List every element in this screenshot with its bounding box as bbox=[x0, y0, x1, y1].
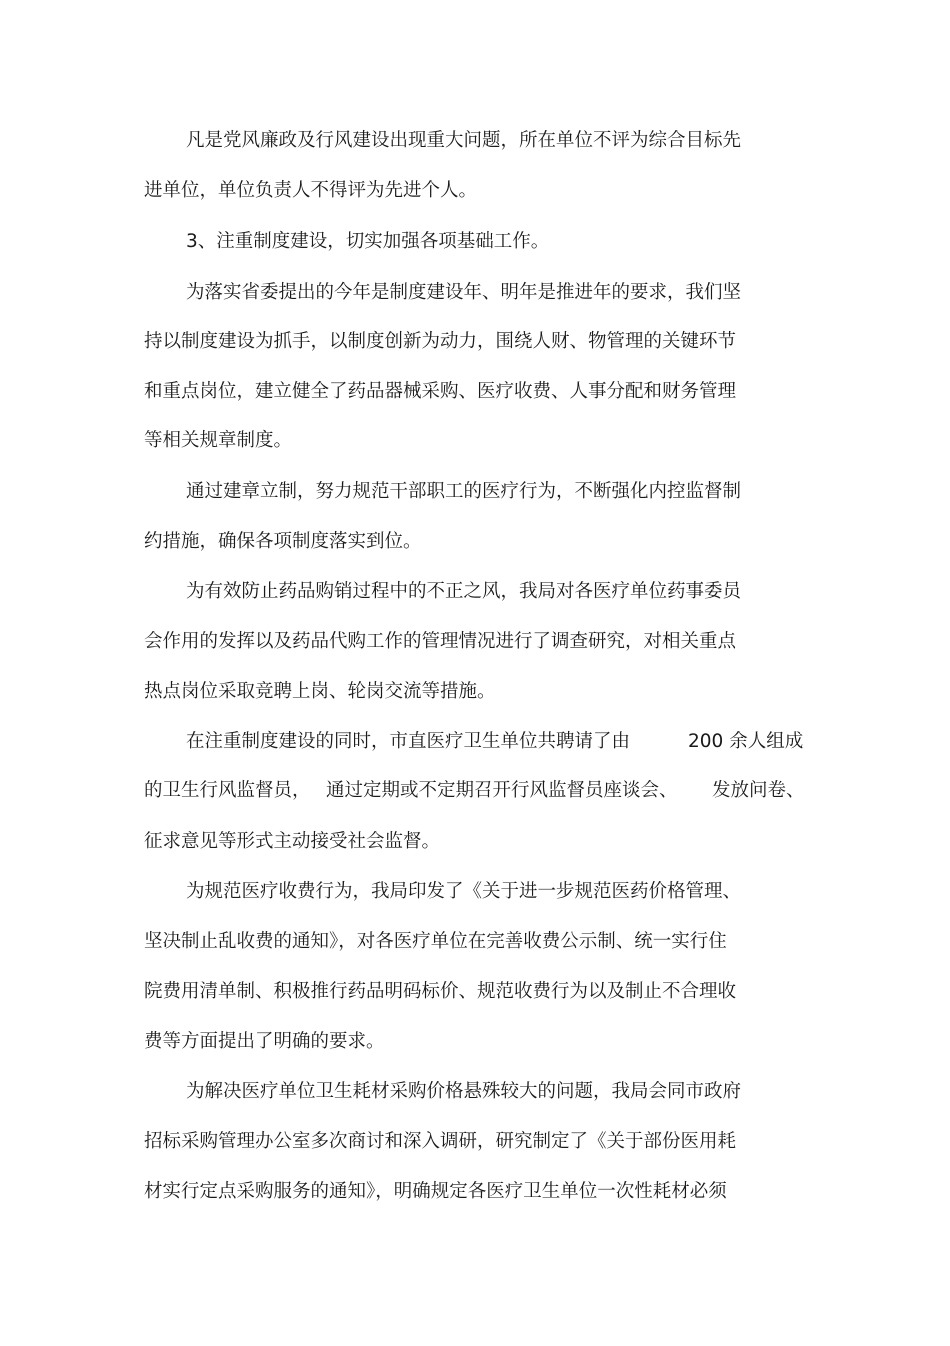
text-line: 和重点岗位，建立健全了药品器械采购、医疗收费、人事分配和财务管理 bbox=[144, 381, 737, 402]
text-line: 在注重制度建设的同时，市直医疗卫生单位共聘请了由 bbox=[186, 731, 631, 752]
text-line: 为规范医疗收费行为，我局印发了《关于进一步规范医药价格管理、 bbox=[186, 881, 742, 902]
text-line: 费等方面提出了明确的要求。 bbox=[144, 1031, 385, 1052]
text-line: 为解决医疗单位卫生耗材采购价格悬殊较大的问题，我局会同市政府 bbox=[186, 1081, 742, 1102]
text-line: 材实行定点采购服务的通知》，明确规定各医疗卫生单位一次性耗材必须 bbox=[144, 1181, 727, 1202]
section-heading: 3、注重制度建设，切实加强各项基础工作。 bbox=[186, 231, 550, 252]
text-line-segment: 通过定期或不定期召开行风监督员座谈会、 bbox=[326, 780, 678, 801]
text-line: 为有效防止药品购销过程中的不正之风，我局对各医疗单位药事委员 bbox=[186, 581, 742, 602]
text-line: 会作用的发挥以及药品代购工作的管理情况进行了调查研究，对相关重点 bbox=[144, 631, 737, 652]
text-line: 等相关规章制度。 bbox=[144, 430, 293, 451]
text-line: 热点岗位采取竞聘上岗、轮岗交流等措施。 bbox=[144, 681, 496, 702]
text-line: 为落实省委提出的今年是制度建设年、明年是推进年的要求，我们坚 bbox=[186, 282, 742, 303]
text-line: 凡是党风廉政及行风建设出现重大问题，所在单位不评为综合目标先 bbox=[186, 130, 742, 151]
text-line-segment: 发放问卷、 bbox=[712, 780, 805, 801]
text-line: 院费用清单制、积极推行药品明码标价、规范收费行为以及制止不合理收 bbox=[144, 981, 737, 1002]
text-line: 征求意见等形式主动接受社会监督。 bbox=[144, 831, 441, 852]
text-line-segment: 的卫生行风监督员， bbox=[144, 780, 311, 801]
text-line-segment: 200 余人组成 bbox=[688, 731, 804, 752]
text-line: 招标采购管理办公室多次商讨和深入调研，研究制定了《关于部份医用耗 bbox=[144, 1131, 737, 1152]
text-line: 约措施，确保各项制度落实到位。 bbox=[144, 531, 422, 552]
text-line: 坚决制止乱收费的通知》，对各医疗单位在完善收费公示制、统一实行住 bbox=[144, 931, 727, 952]
text-line: 进单位，单位负责人不得评为先进个人。 bbox=[144, 180, 478, 201]
text-line: 持以制度建设为抓手，以制度创新为动力，围绕人财、物管理的关键环节 bbox=[144, 331, 737, 352]
text-line: 通过建章立制，努力规范干部职工的医疗行为，不断强化内控监督制 bbox=[186, 481, 742, 502]
